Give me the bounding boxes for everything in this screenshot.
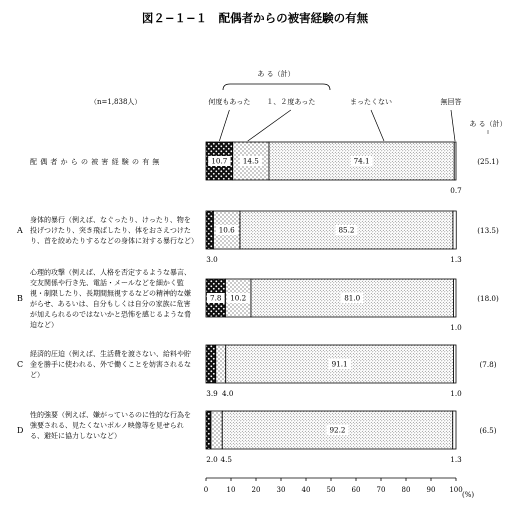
row-label-line: 配偶者からの被害経験の有無 [30,158,163,166]
x-axis [204,478,475,499]
value-label-never: 81.0 [344,293,361,303]
value-label-never: 92.2 [329,425,346,435]
value-label-once-twice: 10.6 [218,225,235,235]
value-label-never: 91.1 [331,359,348,369]
header-no-answer: 無回答 [440,98,462,106]
row-label-line: 迫など） [30,320,58,329]
header-total: あ る（計） [469,120,507,128]
value-label-often: 2.0 [206,455,218,464]
header-never: まったくない [350,98,392,106]
value-label-once-twice: 14.5 [242,156,259,166]
row-letter: B [17,294,23,303]
header-often: 何度もあった [208,98,251,106]
row-label-line: が加えられるのではないかと恐怖を感じるような脅 [30,310,191,319]
category-headers [208,97,506,128]
chart-rows [16,142,499,464]
row-label-line: 経済的圧迫（例えば、生活費を渡さない、給料や貯 [30,350,191,358]
total-value: (18.0) [477,294,499,303]
bar-segment-once-twice [216,345,226,383]
chart-title: 図２−１−１ 配偶者からの被害経験の有無 [141,11,369,25]
header-once-twice: １、２度あった [266,98,316,106]
x-tick-label: 80 [401,486,411,494]
chart-row [30,142,499,195]
row-label-line: 身体的暴行（例えば、なぐったり、けったり、物を [30,216,191,224]
bar-segment-often [206,345,216,383]
leader-line-no-answer [451,110,455,141]
x-tick-label: 10 [226,486,236,494]
bar-segment-once-twice [211,411,222,449]
value-label-no-answer: 1.3 [450,255,462,264]
x-tick-label: 0 [203,486,209,494]
x-tick-label: 90 [426,486,436,494]
group-header-brace [223,84,330,90]
value-label-never: 74.1 [353,156,370,166]
total-value: (25.1) [477,157,499,166]
value-label-often: 3.9 [206,389,218,398]
bar-segment-no-answer [453,211,456,249]
row-label-line: 金を勝手に使われる、外で働くことを妨害されるな [30,360,191,369]
value-label-once-twice: 4.0 [222,389,234,398]
total-value: (13.5) [477,226,499,235]
row-label-line: 心理的攻撃（例えば、人格を否定するような暴言、 [30,268,191,277]
value-label-no-answer: 1.0 [450,323,462,332]
leader-line-often [219,110,229,141]
value-label-often: 10.7 [211,156,228,166]
value-label-often: 3.0 [206,255,218,264]
chart-row [17,345,497,398]
group-header-label: あ る（計） [257,70,295,78]
bar-segment-no-answer [453,411,456,449]
total-value: (7.8) [479,360,497,369]
value-label-once-twice: 10.2 [230,293,247,303]
value-label-once-twice: 4.5 [220,455,232,464]
x-unit-label: (%) [462,491,475,499]
value-label-no-answer: 1.0 [450,389,462,398]
x-tick-label: 100 [449,486,463,494]
total-value: (6.5) [479,426,497,435]
x-tick-label: 40 [301,486,311,494]
leader-line-once-twice [248,110,291,141]
x-tick-label: 20 [251,486,261,494]
row-label-line: り、首を絞めたりするなどの身体に対する暴行など） [30,237,198,245]
row-label-line: がらせ、あるいは、自分もしくは自分の家族に危害 [30,299,191,308]
row-label-line: 交友関係や行き先、電話・メールなどを細かく監 [30,278,184,287]
value-label-no-answer: 0.7 [450,186,462,195]
bar-segment-often [206,411,211,449]
chart-row [17,267,499,332]
row-letter: C [17,360,24,369]
header-leader-lines [219,110,488,141]
x-tick-label: 70 [376,486,386,494]
value-label-never: 85.2 [338,225,355,235]
value-label-often: 7.8 [210,293,222,303]
bar-segment-often [206,211,214,249]
row-letter: A [17,226,23,235]
x-tick-label: 50 [326,486,336,494]
bar-segment-no-answer [454,142,456,180]
x-tick-label: 60 [351,486,361,494]
row-label-line: 投げつけたり、突き飛ばしたり、体をおさえつけた [30,226,191,235]
leader-line-never [371,110,384,141]
bar-segment-no-answer [454,345,457,383]
row-label-line: 性的強要（例えば、嫌がっているのに性的な行為を [30,410,191,419]
row-label-line: 視・制限したり、長期間無視するなどの精神的な嫌 [30,289,191,298]
chart-row [16,211,499,264]
chart-row [17,410,497,464]
row-label-line: る、避妊に協力しないなど） [30,431,121,440]
bar-segment-no-answer [454,279,457,317]
x-tick-label: 30 [276,486,286,494]
row-label-line: 強要される、見たくないポルノ映像等を見せられ [30,421,184,430]
group-header [223,69,330,90]
row-label-line: ど） [30,371,44,379]
value-label-no-answer: 1.3 [450,455,462,464]
sample-size-note: （n=1,838人） [90,98,142,106]
row-letter: D [17,426,24,435]
